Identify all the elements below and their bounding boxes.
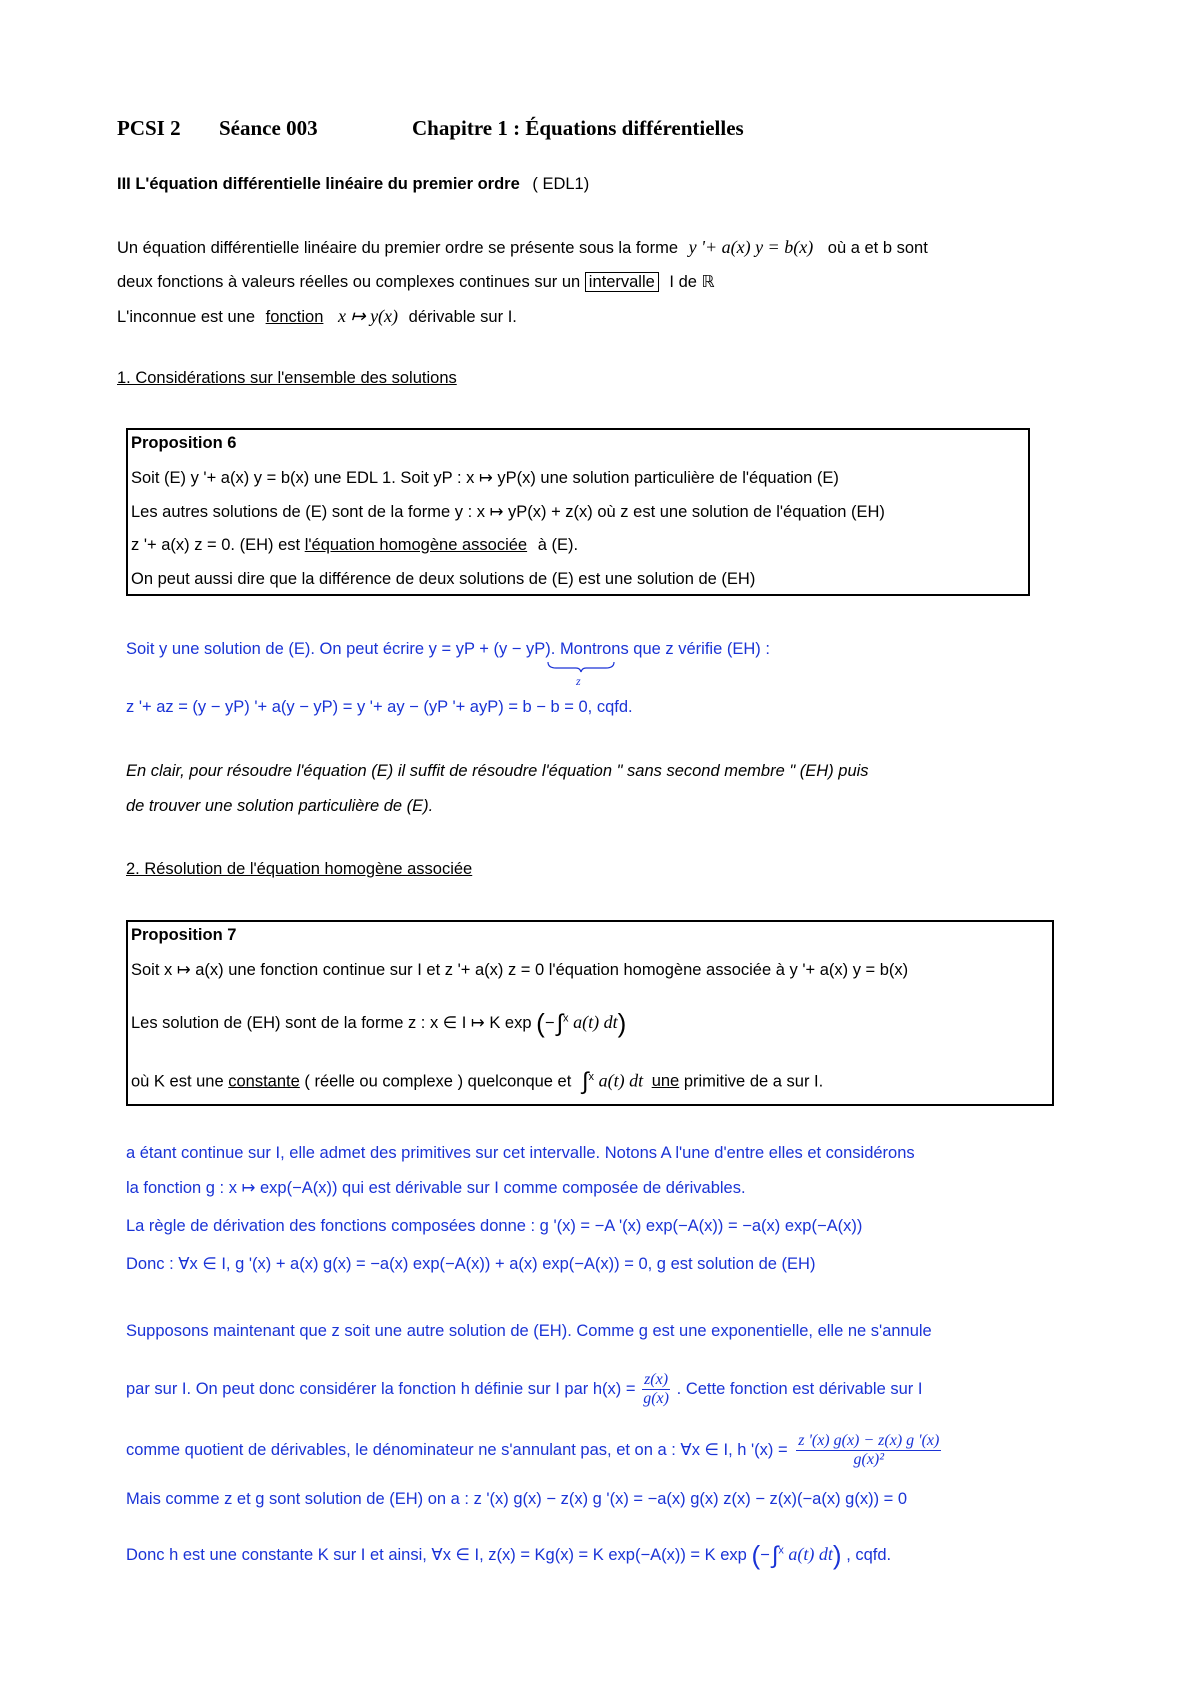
proof-7-line-3: La règle de dérivation des fonctions composées donne : g '(x) = −A '(x) exp(−A(x)) = −a(x) exp(−A(x)) <box>126 1217 863 1235</box>
section-1-title: 1. Considérations sur l'ensemble des solutions <box>117 369 457 387</box>
proof-7-line-4: Donc : ∀x ∈ I, g '(x) + a(x) g(x) = −a(x) exp(−A(x)) + a(x) exp(−A(x)) = 0, g est solution de (EH) <box>126 1255 816 1273</box>
intro-line-2: deux fonctions à valeurs réelles ou complexes continues sur un intervalle I de ℝ <box>117 273 715 291</box>
proposition-6-line-1: Soit (E) y '+ a(x) y = b(x) une EDL 1. Soit yP : x ↦ yP(x) une solution particulière de l'équation (E) <box>131 469 839 487</box>
proposition-7-title: Proposition 7 <box>131 926 237 944</box>
session-label: Séance 003 <box>219 116 318 140</box>
proof-7-line-1: a étant continue sur I, elle admet des primitives sur cet intervalle. Notons A l'une d'entre elles et considérons <box>126 1144 915 1162</box>
underbrace-label: z <box>576 674 581 688</box>
proof-7-line-2: la fonction g : x ↦ exp(−A(x)) qui est dérivable sur I comme composée de dérivables. <box>126 1179 746 1197</box>
proposition-6-line-2: Les autres solutions de (E) sont de la forme y : x ↦ yP(x) + z(x) où z est une solution de l'équation (EH) <box>131 503 885 521</box>
underbrace-icon <box>546 660 616 674</box>
proof-6-line-2: z '+ az = (y − yP) '+ a(y − yP) = y '+ ay − (yP '+ ayP) = b − b = 0, cqfd. <box>126 698 633 716</box>
proposition-6-line-3: z '+ a(x) z = 0. (EH) est l'équation homogène associée à (E). <box>131 536 579 554</box>
course-label: PCSI 2 <box>117 116 181 140</box>
remark-line-1: En clair, pour résoudre l'équation (E) il suffit de résoudre l'équation " sans second membre " (EH) puis <box>126 762 869 780</box>
proposition-7-line-1: Soit x ↦ a(x) une fonction continue sur I et z '+ a(x) z = 0 l'équation homogène associée à y '+ a(x) y = b(x) <box>131 961 909 979</box>
proposition-6-line-4: On peut aussi dire que la différence de deux solutions de (E) est une solution de (EH) <box>131 570 756 588</box>
remark-line-2: de trouver une solution particulière de (E). <box>126 797 434 815</box>
proposition-6-title: Proposition 6 <box>131 434 237 452</box>
intervalle-boxed-term: intervalle <box>585 272 659 292</box>
chapter-title: Chapitre 1 : Équations différentielles <box>412 116 744 140</box>
proposition-7-line-3: où K est une constante ( réelle ou complexe ) quelconque et ∫$^x$ a(t) dt une primitive de a sur I. <box>131 1068 824 1095</box>
proof-7-line-7: comme quotient de dérivables, le dénominateur ne s'annulant pas, et on a : ∀x ∈ I, h '(x) = $\frac{z '(x) g(x) - z(x) g '(x)}{\text{g(x)²}}$ <box>126 1432 940 1468</box>
proof-7-line-9: Donc h est une constante K sur I et ainsi, ∀x ∈ I, z(x) = Kg(x) = K exp(−A(x)) = K exp (−∫$^x$ a(t) dt) , cqfd. <box>126 1540 892 1570</box>
proof-7-line-8: Mais comme z et g sont solution de (EH) on a : z '(x) g(x) − z(x) g '(x) = −a(x) g(x) z(x) − z(x)(−a(x) g(x)) = 0 <box>126 1490 908 1508</box>
proof-7-line-5: Supposons maintenant que z soit une autre solution de (EH). Comme g est une exponentielle, elle ne s'annule <box>126 1322 932 1340</box>
section-2-title: 2. Résolution de l'équation homogène associée <box>126 860 473 878</box>
intro-line-3: L'inconnue est une fonction x ↦ y(x) dérivable sur I. <box>117 306 517 326</box>
proposition-7-line-2: Les solution de (EH) sont de la forme z : x ∈ I ↦ K exp (−∫$^x$ a(t) dt) <box>131 1008 627 1038</box>
intro-line-1: Un équation différentielle linéaire du premier ordre se présente sous la forme y '+ a(x) y = b(x) où a et b sont <box>117 237 928 257</box>
proof-6-line-1: Soit y une solution de (E). On peut écrire y = yP + (y − yP). Montrons que z vérifie (EH) : <box>126 640 770 658</box>
part-title: III L'équation différentielle linéaire du premier ordre ( EDL1) <box>117 175 590 193</box>
proof-7-line-6: par sur I. On peut donc considérer la fonction h définie sur I par h(x) = $\frac{z(x)}{g(x)}$ . Cette fonction est dérivable sur I <box>126 1371 923 1407</box>
